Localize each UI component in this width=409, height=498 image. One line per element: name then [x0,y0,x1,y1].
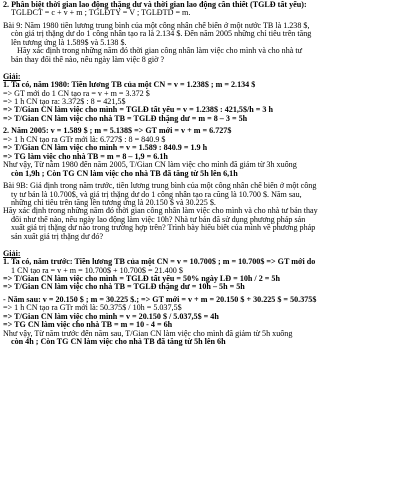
text-line: Hãy xác định trong những năm đó thời gian công nhân làm việc cho mình và cho nhà tư [17,47,303,56]
text-line: Bài 9B: Giả định trong năm trước, tiền lương trung bình của một công nhân chế biến ở một công [3,182,317,191]
text-line: 1. Ta có, năm 1980: Tiền lương TB của một CN = v = 1.238$ ; m = 2.134 $ [3,81,256,90]
text-line: còn 1,9h ; Còn TG CN làm việc cho nhà TB đã tăng từ 5h lên 6,1h [11,169,238,178]
text-line: lên tương ứng là 1.589$ và 5.138 $. [11,38,127,47]
text-line: => GT mới do 1 CN tạo ra = v + m = 3.372 $ [3,89,150,98]
text-line: => TG làm việc cho nhà TB = m = 8 – 1,9 = 6.1h [3,152,168,161]
text-line: sản xuất giá trị thặng dư đó? [11,232,104,241]
text-line: - Năm sau: v = 20.150 $ ; m = 30.225 $.; => GT mới = v + m = 20.150 $ + 30.225 $ = 50.375$ [3,295,317,304]
spacer [3,64,406,72]
text-line: 2. Năm 2005: v = 1.589 $ ; m = 5.138$ => GT mới = v + m = 6.727$ [3,127,232,136]
text-line: TGLĐCT = c + v + m ; TGLĐTY = V ; TGLĐTD = m. [11,9,191,18]
text-line: Như vậy, Từ năm 1980 đến năm 2005, T/Gian CN làm việc cho mình đã giảm từ 3h xuống [3,161,297,170]
text-line: Giải: [3,249,21,258]
text-line: Bài 9: Năm 1980 tiền lương trung bình của một công nhân chế biến ở một nước TB là 1.238 $, [3,21,310,30]
text-line: còn 4h ; Còn TG CN làm việc cho nhà TB đã tăng từ 5h lên 6h [11,338,226,347]
text-line: còn giá trị thặng dư do 1 công nhân tạo ra là 2.134 $. Đến năm 2005 những chỉ tiêu trên tăng [11,30,312,39]
text-line: => 1 h CN tạo ra GTr mới là: 50.375$ / 10h = 5.037,5$ [3,304,182,313]
text-line: 2. Phân biệt thời gian lao động thặng dư và thời gian lao động cần thiết (TGLĐ tất yếu): [3,1,307,9]
document-page [3,1,406,347]
text-line: 1 CN tạo ra = v + m = 10.700$ + 10.700$ = 21.400 $ [11,266,183,275]
text-line: => 1 h CN tạo ra: 3.372$ : 8 = 421,5$ [3,97,126,106]
spacer [3,241,406,249]
text-line: những chỉ tiêu trên tăng lên tương ứng là 20.150 $ và 30.225 $. [11,198,216,207]
text-line: Giải: [3,72,21,81]
text-line: ty tư bản là 10.700$, và giá trị thặng dư do 1 công nhân tạo ra cũng là 10.700 $. Năm sau, [11,190,302,199]
text-line: bản thay đổi thế nào, nếu ngày làm việc 8 giờ ? [11,55,165,64]
text-line: => TG CN làm việc cho nhà TB = m = 10 - 4 = 6h [3,321,173,330]
text-line: => T/Gian CN làm việc cho mình = v = 1.589 : 840.9 = 1.9 h [3,144,208,153]
text-line: Như vậy, Từ năm trước đến năm sau, T/Gian CN làm việc cho mình đã giảm từ 5h xuống [3,329,293,338]
text-line: xuất giá trị thặng dư nào trong trường hợp trên? Trình bày hiểu biết của mình về phương pháp [11,224,316,233]
text-line: => 1 h CN tạo ra GTr mới là: 6.727$ : 8 = 840.9 $ [3,135,166,144]
text-line: => T/Gian CN làm việc cho nhà TB = TGLĐ thặng dư = m = 8 – 3 = 5h [3,114,248,123]
text-line: 1. Ta có, năm trước: Tiền lương TB của một CN = v = 10.700$ ; m = 10.700$ => GT mới do [3,258,316,267]
text-line: Hãy xác định trong những năm đó thời gian công nhân làm việc cho mình và cho nhà tư bản thay [3,207,318,216]
text-line: => T/Gian CN làm việc cho nhà TB = TGLĐ thặng dư = 10h – 5h = 5h [3,283,245,292]
text-line: => T/Gian CN làm việc cho mình = TGLĐ tất yếu = 50% ngày LĐ = 10h / 2 = 5h [3,275,280,284]
text-line: đổi như thế nào, nếu ngày lao động làm việc 10h? Nhà tư bản đã sử dụng phương pháp sản [11,215,306,224]
text-line: => T/Gian CN làm việc cho mình = TGLĐ tất yếu = v = 1.238$ : 421,5$/h = 3 h [3,106,273,115]
text-line: => T/Gian CN làm việc cho mình = v = 20.150 $ / 5.037,5$ = 4h [3,312,219,321]
